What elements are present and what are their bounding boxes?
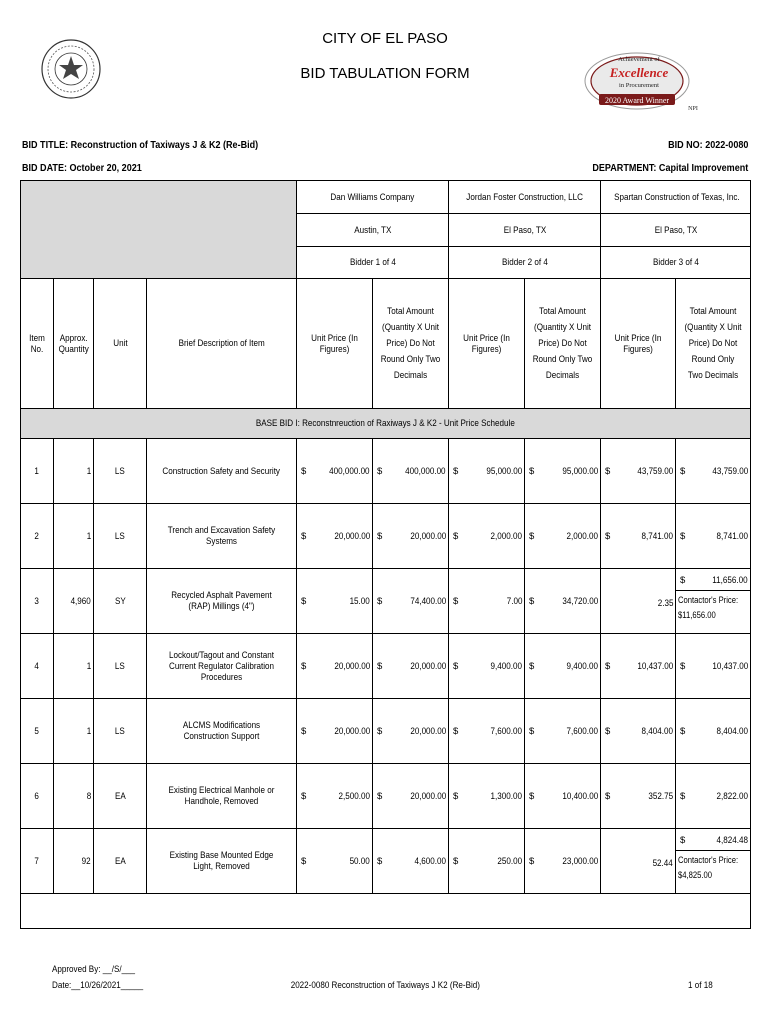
form-title: BID TABULATION FORM	[300, 65, 470, 82]
col-unit: Unit	[112, 338, 128, 349]
item-quantity: 1	[86, 530, 91, 542]
table-row	[21, 504, 751, 569]
award-line1: Achievement of	[618, 56, 660, 63]
b2-total-3: $ 34,720.00	[529, 595, 599, 607]
b1-unit-1: $ 400,000.00	[301, 465, 370, 477]
col-b3-total: Total Amount (Quantity X Unit Price) Do Not Round Only Two Decimals	[684, 305, 742, 381]
table-row	[21, 829, 751, 894]
dollar-sign: $	[605, 725, 611, 737]
section-title: BASE BID I: Reconstnreuction of Raxiways J & K2 - Unit Price Schedule	[256, 418, 515, 429]
dollar-sign: $	[605, 790, 611, 802]
item-quantity: 8	[86, 790, 91, 802]
dollar-sign: $	[529, 855, 535, 867]
approved-by: Approved By: __/S/___	[52, 964, 136, 975]
bidder-1-city: Austin, TX	[353, 224, 392, 236]
col-item: Item No.	[29, 332, 45, 355]
item-description: Construction Safety and Security	[162, 465, 281, 477]
dollar-sign: $	[453, 465, 459, 477]
bidder-2-name: Jordan Foster Construction, LLC	[466, 191, 583, 203]
dollar-sign: $	[680, 660, 686, 672]
item-unit: SY	[114, 595, 126, 607]
bid-tabulation-table	[20, 180, 751, 929]
b3-unit-4: $ 10,437.00	[605, 660, 674, 672]
bidder-name-row	[21, 181, 751, 214]
b3-total-3: $ 11,656.00	[680, 575, 749, 586]
b3-unit-6: $ 352.75	[605, 790, 674, 802]
item-quantity: 1	[86, 725, 91, 737]
item-unit: LS	[115, 660, 125, 672]
item-description: Recycled Asphalt Pavement (RAP) Millings (4")	[171, 590, 272, 612]
bidder-3-name: Spartan Construction of Texas, Inc.	[614, 191, 740, 203]
b2-unit-5: $ 7,600.00	[453, 725, 523, 737]
dollar-sign: $	[529, 790, 535, 802]
item-unit: EA	[114, 790, 126, 802]
table-row	[21, 764, 751, 829]
b1-unit-2: $ 20,000.00	[301, 530, 370, 542]
page-number: 1 of 18	[688, 980, 713, 991]
award-line3: in Procurement	[619, 82, 659, 89]
bidder-2-city: El Paso, TX	[503, 224, 546, 236]
item-number: 4	[34, 660, 40, 672]
b3-total-6: $ 2,822.00	[680, 790, 749, 802]
bid-title: BID TITLE: Reconstruction of Taxiways J & K2 (Re-Bid)	[22, 139, 259, 151]
b1-total-5: $ 20,000.00	[377, 725, 447, 737]
b3-unit-5: $ 8,404.00	[605, 725, 674, 737]
b1-total-3: $ 74,400.00	[377, 595, 447, 607]
col-b3-unit-price: Unit Price (In Figures)	[614, 332, 662, 355]
b1-unit-5: $ 20,000.00	[301, 725, 370, 737]
bidder-1-name: Dan Williams Company	[330, 191, 415, 203]
city-name: CITY OF EL PASO	[322, 30, 448, 47]
dollar-sign: $	[529, 530, 535, 542]
award-line4: 2020 Award Winner	[604, 96, 670, 105]
col-description: Brief Description of Item	[178, 338, 265, 349]
dollar-sign: $	[453, 790, 459, 802]
b1-total-2: $ 20,000.00	[377, 530, 447, 542]
item-number: 2	[34, 530, 40, 542]
b2-total-4: $ 9,400.00	[529, 660, 599, 672]
b2-unit-6: $ 1,300.00	[453, 790, 523, 802]
dollar-sign: $	[680, 465, 686, 477]
b3-unit-3: 2.35	[657, 598, 674, 609]
table-row	[21, 439, 751, 504]
item-quantity: 92	[82, 855, 91, 867]
dollar-sign: $	[680, 530, 686, 542]
table-row	[21, 699, 751, 764]
col-quantity: Approx. Quantity	[58, 332, 89, 355]
dollar-sign: $	[529, 660, 535, 672]
dollar-sign: $	[377, 855, 383, 867]
b2-unit-1: $ 95,000.00	[453, 465, 523, 477]
item-unit: LS	[115, 725, 125, 737]
dollar-sign: $	[301, 530, 307, 542]
contractor-price-value: $4,825.00	[678, 870, 713, 880]
dollar-sign: $	[453, 530, 459, 542]
bidder-3-order: Bidder 3 of 4	[652, 257, 699, 268]
document-name: 2022-0080 Reconstruction of Taxiways J K2 (Re-Bid)	[290, 980, 480, 991]
dollar-sign: $	[301, 855, 307, 867]
dollar-sign: $	[377, 660, 383, 672]
dollar-sign: $	[680, 575, 686, 586]
b3-unit-7: 52.44	[652, 858, 674, 869]
dollar-sign: $	[605, 660, 611, 672]
dollar-sign: $	[680, 835, 686, 846]
dollar-sign: $	[377, 595, 383, 607]
item-quantity: 1	[86, 465, 91, 477]
b3-unit-1: $ 43,759.00	[605, 465, 674, 477]
dollar-sign: $	[529, 725, 535, 737]
item-number: 3	[34, 595, 40, 607]
bidder-1-order: Bidder 1 of 4	[349, 257, 396, 268]
blank-header-area	[21, 181, 297, 279]
dollar-sign: $	[605, 465, 611, 477]
b1-total-1: $ 400,000.00	[377, 465, 447, 477]
dollar-sign: $	[301, 790, 307, 802]
b3-unit-2: $ 8,741.00	[605, 530, 674, 542]
b3-total-7: $ 4,824.48	[680, 835, 749, 846]
item-quantity: 1	[86, 660, 91, 672]
col-b1-unit-price: Unit Price (In Figures)	[311, 332, 358, 355]
dollar-sign: $	[529, 465, 535, 477]
award-mark: NPI	[688, 106, 698, 112]
b3-total-1: $ 43,759.00	[680, 465, 749, 477]
dollar-sign: $	[377, 465, 383, 477]
section-title-row	[21, 409, 751, 439]
b2-unit-3: $ 7.00	[453, 595, 523, 607]
procurement-award-badge	[583, 50, 703, 112]
item-quantity: 4,960	[70, 595, 91, 607]
item-description: Trench and Excavation Safety Systems	[167, 525, 276, 547]
contractor-price-label: Contactor's Price:	[678, 595, 739, 605]
department: DEPARTMENT: Capital Improvement	[592, 162, 748, 174]
dollar-sign: $	[453, 725, 459, 737]
b2-unit-7: $ 250.00	[453, 855, 523, 867]
b3-total-2: $ 8,741.00	[680, 530, 749, 542]
bidder-3-city: El Paso, TX	[654, 224, 697, 236]
b2-total-6: $ 10,400.00	[529, 790, 599, 802]
approval-date: Date:__10/26/2021_____	[52, 980, 144, 991]
item-description: Existing Base Mounted Edge Light, Removed	[169, 850, 274, 872]
b3-total-4: $ 10,437.00	[680, 660, 749, 672]
b1-unit-3: $ 15.00	[301, 595, 370, 607]
b1-total-6: $ 20,000.00	[377, 790, 447, 802]
col-b1-total: Total Amount (Quantity X Unit Price) Do Not Round Only Two Decimals	[380, 305, 441, 381]
column-header-row	[21, 279, 751, 409]
dollar-sign: $	[377, 530, 383, 542]
table-row	[21, 634, 751, 699]
b2-total-7: $ 23,000.00	[529, 855, 599, 867]
b1-unit-6: $ 2,500.00	[301, 790, 370, 802]
b1-total-4: $ 20,000.00	[377, 660, 447, 672]
item-number: 6	[34, 790, 40, 802]
b2-total-5: $ 7,600.00	[529, 725, 599, 737]
dollar-sign: $	[301, 725, 307, 737]
b1-unit-4: $ 20,000.00	[301, 660, 370, 672]
bid-date: BID DATE: October 20, 2021	[22, 162, 142, 174]
item-number: 1	[34, 465, 40, 477]
contractor-price-value: $11,656.00	[678, 610, 716, 620]
award-line2: Excellence	[609, 65, 669, 80]
dollar-sign: $	[453, 660, 459, 672]
dollar-sign: $	[301, 465, 307, 477]
b3-total-5: $ 8,404.00	[680, 725, 749, 737]
item-number: 5	[34, 725, 40, 737]
item-description: Lockout/Tagout and Constant Current Regulator Calibration Procedures	[168, 649, 275, 683]
b1-unit-7: $ 50.00	[301, 855, 370, 867]
item-number: 7	[34, 855, 40, 867]
b2-total-1: $ 95,000.00	[529, 465, 599, 477]
table-row	[21, 569, 751, 634]
col-b2-total: Total Amount (Quantity X Unit Price) Do Not Round Only Two Decimals	[532, 305, 593, 381]
bid-number: BID NO: 2022-0080	[667, 139, 748, 151]
dollar-sign: $	[377, 725, 383, 737]
b2-total-2: $ 2,000.00	[529, 530, 599, 542]
dollar-sign: $	[377, 790, 383, 802]
dollar-sign: $	[680, 725, 686, 737]
b2-unit-2: $ 2,000.00	[453, 530, 523, 542]
dollar-sign: $	[301, 595, 307, 607]
dollar-sign: $	[605, 530, 611, 542]
contractor-price-label: Contactor's Price:	[678, 855, 739, 865]
item-unit: LS	[115, 530, 125, 542]
city-seal-icon	[40, 38, 102, 100]
dollar-sign: $	[453, 855, 459, 867]
item-description: ALCMS Modifications Construction Support	[182, 720, 261, 742]
b2-unit-4: $ 9,400.00	[453, 660, 523, 672]
dollar-sign: $	[301, 660, 307, 672]
item-unit: EA	[114, 855, 126, 867]
dollar-sign: $	[529, 595, 535, 607]
item-description: Existing Electrical Manhole or Handhole, Removed	[168, 785, 275, 807]
col-b2-unit-price: Unit Price (In Figures)	[463, 332, 510, 355]
item-unit: LS	[115, 465, 125, 477]
dollar-sign: $	[680, 790, 686, 802]
dollar-sign: $	[453, 595, 459, 607]
bidder-2-order: Bidder 2 of 4	[501, 257, 548, 268]
table-spacer-row	[21, 894, 751, 929]
b1-total-7: $ 4,600.00	[377, 855, 447, 867]
